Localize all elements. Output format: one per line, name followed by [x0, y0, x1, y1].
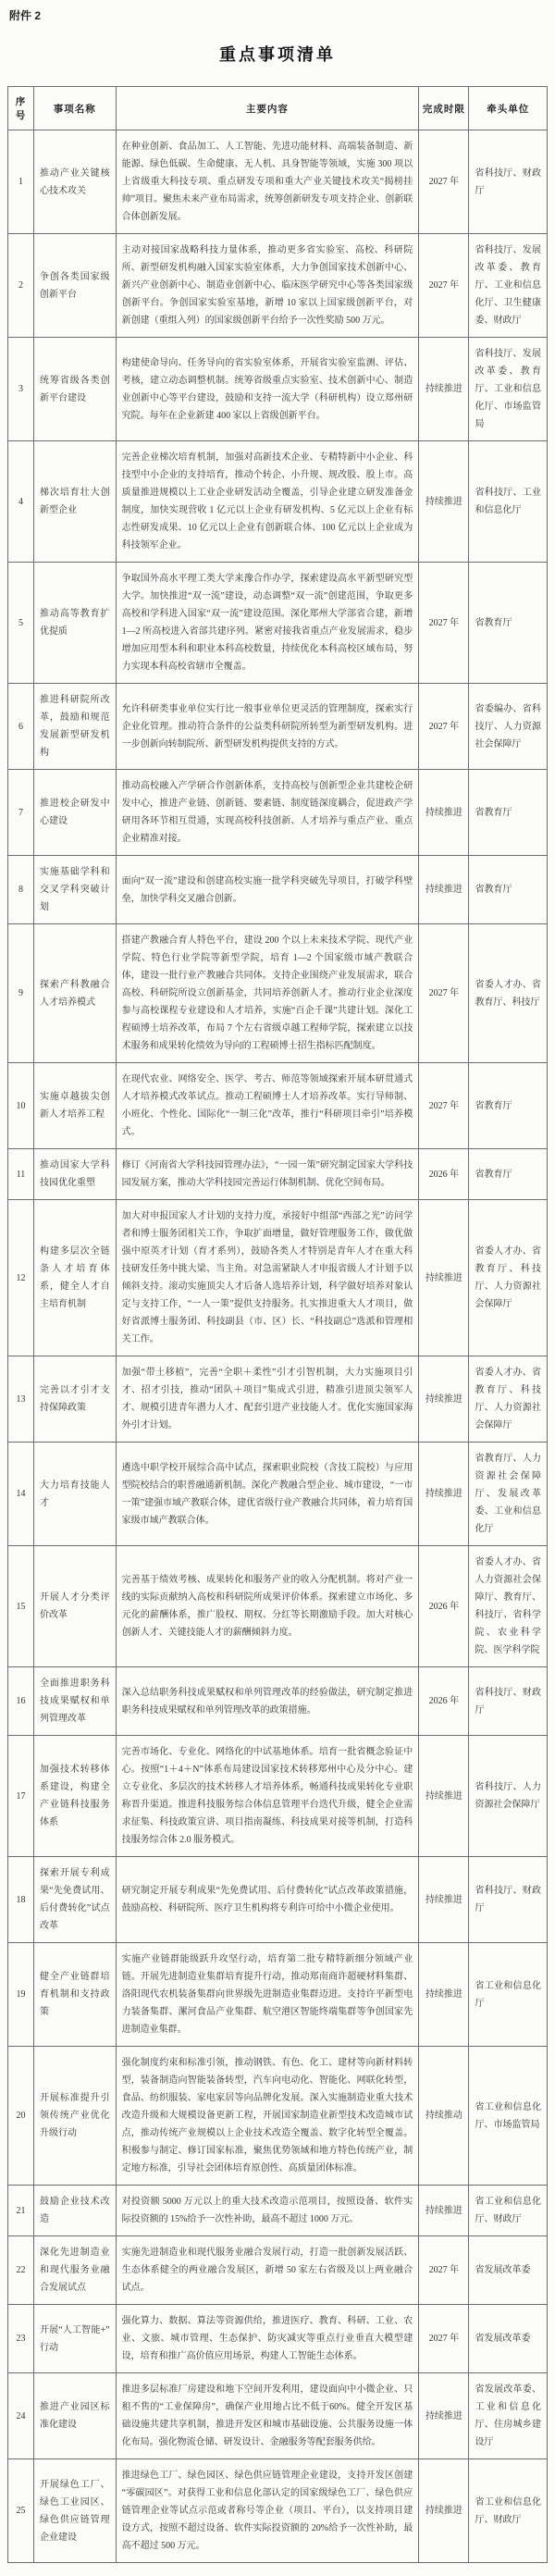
lead-unit-cell: 省委人才办、省教育厅、科技厅	[469, 924, 548, 1063]
content-cell: 对投资额 5000 万元以上的重大技术改造示范项目，按照设备、软件实际投资额的 15%给予一次性补助，最高不超过 1000 万元。	[116, 2186, 419, 2236]
row-number-cell: 14	[8, 1443, 34, 1546]
row-number-cell: 6	[8, 684, 34, 770]
page-title: 重点事项清单	[219, 45, 336, 64]
lead-unit-cell: 省教育厅	[469, 770, 548, 856]
table-row	[8, 1736, 548, 1857]
lead-unit-cell: 省科技厅、发展改革委、教育厅、工业和信息化厅、卫生健康委、财政厅	[469, 234, 548, 338]
row-number-cell: 17	[8, 1736, 34, 1857]
item-name-cell: 实施基础学科和交叉学科突破计划	[33, 856, 116, 924]
lead-unit-cell: 省工业和信息化厅、市场监管局	[469, 2047, 548, 2186]
item-name-cell: 推动国家大学科技园优化重塑	[33, 1149, 116, 1200]
row-number-cell: 19	[8, 1943, 34, 2047]
content-cell: 遴选中职学校开展综合高中试点，探索职业院校（含技工院校）与应用型院校结合的职普融通新机制。深化产教融合型企业、城市建设，“一市一策”建强市域产教联合体，建优省级行业产教融合共同体，着力培育国家级市域产教联合体。	[116, 1443, 419, 1546]
item-name-cell: 推进科研院所改革，鼓励和规范发展新型研发机构	[33, 684, 116, 770]
lead-unit-cell: 省教育厅	[469, 563, 548, 684]
lead-unit-cell: 省工业和信息化厅	[469, 1943, 548, 2047]
deadline-cell: 持续推进	[419, 338, 469, 441]
lead-unit-cell: 省委人才办、省教育厅、科技厅、人力资源社会保障厅	[469, 1200, 548, 1356]
lead-unit-cell: 省科技厅、财政厅	[469, 130, 548, 234]
row-number-cell: 1	[8, 130, 34, 234]
content-cell: 构建使命导向、任务导向的省实验室体系，开展省实验室监测、评估、考核，建立动态调整机制。统筹省级重点实验室、技术创新中心、制造业创新中心等平台建设，鼓励和支持一流大学（科研机构）设立郑州研究院。每年在企业新建 400 家以上省级创新平台。	[116, 338, 419, 441]
content-cell: 在现代农业、网络安全、医学、考古、师范等领域探索开展本研贯通式人才培养模式改革试点。推动工程硕博士人才培养改革。实行导师制、小班化、个性化、国际化“一制三化”改革，推行“科研项目牵引”培养模式。	[116, 1063, 419, 1149]
item-name-cell: 实施卓越拔尖创新人才培养工程	[33, 1063, 116, 1149]
table-row	[8, 1063, 548, 1149]
lead-unit-cell: 省委编办、省科技厅、人力资源社会保障厅	[469, 684, 548, 770]
deadline-cell: 2026 年	[419, 1667, 469, 1736]
item-name-cell: 鼓励企业技术改造	[33, 2186, 116, 2236]
row-number-cell: 25	[8, 2459, 34, 2563]
lead-unit-cell: 省工业和信息化厅、财政厅	[469, 2186, 548, 2236]
item-name-cell: 开展标准提升引领传统产业优化升级行动	[33, 2047, 116, 2186]
row-number-cell: 7	[8, 770, 34, 856]
deadline-cell: 2026 年	[419, 1149, 469, 1200]
row-number-cell: 12	[8, 1200, 34, 1356]
lead-unit-cell: 省科技厅、财政厅	[469, 1667, 548, 1736]
content-cell: 允许科研类事业单位实行比一般事业单位更灵活的管理制度，探索实行企业化管理。推动符合条件的公益类科研院所转型为新型研发机构。进一步创新向转制院所、新型研发机构提供支持的方式。	[116, 684, 419, 770]
row-number-cell: 3	[8, 338, 34, 441]
content-cell: 在种业创新、食品加工、人工智能、先进功能材料、高端装备制造、新能源、绿色低碳、生命健康、无人机、具身智能等领域，实施 300 项以上省级重大科技专项、重点研发专项和重大产业关键技术攻关“揭榜挂帅”项目。聚焦未来产业布局需求，统筹创新研发专项支持企业、创新联合体创新发展。	[116, 130, 419, 234]
deadline-cell: 持续推进	[419, 770, 469, 856]
row-number-cell: 13	[8, 1356, 34, 1443]
item-name-cell: 健全产业链群培育机制和支持政策	[33, 1943, 116, 2047]
column-header-content: 主要内容	[116, 87, 419, 130]
lead-unit-cell: 省委人才办、省教育厅、科技厅、人力资源社会保障厅	[469, 1356, 548, 1443]
table-row	[8, 1356, 548, 1443]
content-cell: 争取国外高水平理工类大学来豫合作办学，探索建设高水平新型研究型大学。加快推进“双一流”建设，动态调整“双一流”创建范围，争取更多高校和学科进入国家“双一流”建设范围。深化郑州大学部省合建，新增 1—2 所高校进入省部共建序列。紧密对接我省重点产业发展需求，稳步增加应用型本科和职业本科高校数量，持续优化本科高校区域布局，努力实现本科高校省辖市全覆盖。	[116, 563, 419, 684]
table-row	[8, 684, 548, 770]
table-row	[8, 1200, 548, 1356]
deadline-cell: 2026 年	[419, 1546, 469, 1667]
deadline-cell: 持续推进	[419, 856, 469, 924]
table-body	[8, 130, 548, 2563]
row-number-cell: 9	[8, 924, 34, 1063]
row-number-cell: 15	[8, 1546, 34, 1667]
deadline-cell: 2027 年	[419, 234, 469, 338]
table-row	[8, 338, 548, 441]
content-cell: 搭建产教融合育人特色平台，建设 200 个以上未来技术学院、现代产业学院、特色行业学院等新型学院，培育 1—2 个国家级市域产教联合体，建设一批行业产教融合共同体。支持企业围绕产业发展需求，联合高校、科研院所设立创新基金，共同培养创新人才。推动行业企业深度参与高校课程专业建设和人才培养，实施“百企千课”共建计划。深化工程硕博士培养改革，布局 7 个左右省级卓越工程师学院，探索建立以技术服务和成果转化绩效为导向的工程硕博士招生指标匹配制度。	[116, 924, 419, 1063]
deadline-cell: 持续推进	[419, 1736, 469, 1857]
content-cell: 加大对申报国家人才计划的支持力度，承接好中组部“西部之光”访问学者和博士服务团相关工作，争取扩面增量，做好管理服务工作，做优做强中原英才计划（育才系列），鼓励各类人才特别是青年人才在重大科技研发任务中挑大梁、当主角。对急需紧缺人才申报省级人才计划予以倾斜支持。滚动实施顶尖人才后备人选培养计划，科学做好培养对象认定与支持工作，“一人一策”提供支持服务。扎实推进重大人才项目，做好省派博士服务团、科技副县（市、区）长、“科技副总”选派和管理相关工作。	[116, 1200, 419, 1356]
column-header-name: 事项名称	[33, 87, 116, 130]
table-row	[8, 2305, 548, 2373]
row-number-cell: 21	[8, 2186, 34, 2236]
table-row	[8, 441, 548, 563]
lead-unit-cell: 省工业和信息化厅、财政厅	[469, 2459, 548, 2563]
table-row	[8, 1443, 548, 1546]
table-row	[8, 2236, 548, 2305]
column-header-lead: 牵头单位	[469, 87, 548, 130]
row-number-cell: 20	[8, 2047, 34, 2186]
content-cell: 强化算力、数据、算法等资源供给，推进医疗、教育、科研、工业、农业、文旅、城市管理、生态保护、防灾减灾等重点行业垂直大模型建设，培育和推广高价值应用场景，构建人工智能生态体系。	[116, 2305, 419, 2373]
row-number-cell: 23	[8, 2305, 34, 2373]
lead-unit-cell: 省发展改革委	[469, 2236, 548, 2305]
deadline-cell: 2027 年	[419, 130, 469, 234]
deadline-cell: 持续推进	[419, 1200, 469, 1356]
row-number-cell: 16	[8, 1667, 34, 1736]
content-cell: 完善企业梯次培育机制，加强对高新技术企业、专精特新中小企业、科技型中小企业的支持培育，推动个转企、小升规、规改股、股上市。高质量推进规模以上工业企业研发活动全覆盖，引导企业建立研发准备金制度，加快实现营收 1 亿元以上企业有研发机构、5 亿元以上企业有标志性研发成果、10 亿元以上企业有创新联合体、100 亿元以上企业成为科技领军企业。	[116, 441, 419, 563]
item-name-cell: 加强技术转移体系建设，构建全产业链科技服务体系	[33, 1736, 116, 1857]
content-cell: 修订《河南省大学科技园管理办法》，“一园一策”研究制定国家大学科技园发展方案，推动大学科技园完善运行体制机制、优化空间布局。	[116, 1149, 419, 1200]
item-name-cell: 深化先进制造业和现代服务业融合发展试点	[33, 2236, 116, 2305]
table-row	[8, 563, 548, 684]
content-cell: 强化制度约束和标准引领，推动钢铁、有色、化工、建材等向新材料转型，装备制造向智能装备转型，汽车向电动化、智能化、网联化转型，食品、纺织服装、家电家居等向品牌化发展。深入实施制造业重大技术改造升级和大规模设备更新工程，开展国家制造业新型技术改造城市试点，推动传统产业规模以上企业技术改造全覆盖、数字化转型全覆盖。积极参与制定、修订国家标准，聚焦优势领域和地方特色传统产业，制定地方标准，引导社会团体培育原创性、高质量团体标准。	[116, 2047, 419, 2186]
row-number-cell: 2	[8, 234, 34, 338]
content-cell: 面向“双一流”建设和创建高校实施一批学科突破先导项目，打破学科壁垒，加快学科交叉融合创新。	[116, 856, 419, 924]
column-header-number: 序号	[8, 87, 34, 130]
item-name-cell: 推动产业关键核心技术攻关	[33, 130, 116, 234]
content-cell: 深入总结职务科技成果赋权和单列管理改革的经验做法，研究制定推进职务科技成果赋权和单列管理改革的政策措施。	[116, 1667, 419, 1736]
deadline-cell: 持续推进	[419, 1943, 469, 2047]
content-cell: 研究制定开展专利成果“先免费试用、后付费转化”试点改革政策措施，鼓励高校、科研院所、医疗卫生机构将专利许可给中小微企业使用。	[116, 1857, 419, 1943]
deadline-cell: 2027 年	[419, 684, 469, 770]
content-cell: 完善基于绩效考核、成果转化和服务产业的收入分配机制。将对产业一线的实际贡献纳入高校和科研院所成果评价体系。探索建立市场化、多元化的薪酬体系，推广股权、期权、分红等长期激励手段。加大对核心创新人才、关键技能人才的薪酬倾斜力度。	[116, 1546, 419, 1667]
item-name-cell: 探索开展专利成果“先免费试用、后付费转化”试点改革	[33, 1857, 116, 1943]
lead-unit-cell: 省科技厅、工业和信息化厅	[469, 441, 548, 563]
row-number-cell: 24	[8, 2373, 34, 2459]
row-number-cell: 4	[8, 441, 34, 563]
table-row	[8, 2373, 548, 2459]
lead-unit-cell: 省教育厅	[469, 1149, 548, 1200]
key-items-table	[7, 86, 548, 2563]
item-name-cell: 探索产科教融合人才培养模式	[33, 924, 116, 1063]
deadline-cell: 持续推进	[419, 441, 469, 563]
deadline-cell: 持续推进	[419, 1443, 469, 1546]
content-cell: 主动对接国家战略科技力量体系，推动更多省实验室、高校、科研院所、新型研发机构融入国家实验室体系，大力争创国家技术创新中心、新兴产业创新中心、制造业创新中心、临床医学研究中心等各类国家级创新平台。争创国家实验室基地，新增 10 家以上国家级创新平台，对新创建（重组入列）的国家级创新平台给予一次性奖励 500 万元。	[116, 234, 419, 338]
lead-unit-cell: 省发展改革委、工业和信息化厅、住房城乡建设厅	[469, 2373, 548, 2459]
deadline-cell: 持续推进	[419, 1356, 469, 1443]
content-cell: 推进多层标准厂房建设和地下空间开发利用，建设面向中小微企业、只租不售的“工业保障房”，确保产业用地占比不低于60%。健全开发区基础设施共建共享机制，推进开发区和城市基础设施、公共服务设施一体化布局。强化物流仓储、研发设计、金融服务等配套服务供给。	[116, 2373, 419, 2459]
deadline-cell: 持续推进	[419, 1857, 469, 1943]
deadline-cell: 2027 年	[419, 924, 469, 1063]
table-row	[8, 2047, 548, 2186]
table-row	[8, 1943, 548, 2047]
deadline-cell: 2027 年	[419, 1063, 469, 1149]
lead-unit-cell: 省教育厅、人力资源社会保障厅、发展改革委、工业和信息化厅	[469, 1443, 548, 1546]
table-row	[8, 234, 548, 338]
table-row	[8, 2459, 548, 2563]
item-name-cell: 推动高等教育扩优提质	[33, 563, 116, 684]
deadline-cell: 持续推进	[419, 2186, 469, 2236]
deadline-cell: 持续推进	[419, 2459, 469, 2563]
table-row	[8, 856, 548, 924]
table-row	[8, 2186, 548, 2236]
content-cell: 推进绿色工厂、绿色园区、绿色供应链管理企业建设，支持开发区创建“零碳园区”。对获得工业和信息化部认定的国家级绿色工厂、绿色供应链管理企业等试点示范或者称号等企业（项目、平台），以支持项目建设方式，按照不超过设备、软件实际投资额的 20%给予一次性补助，最高不超过 500 万元。	[116, 2459, 419, 2563]
item-name-cell: 开展人才分类评价改革	[33, 1546, 116, 1667]
row-number-cell: 10	[8, 1063, 34, 1149]
row-number-cell: 18	[8, 1857, 34, 1943]
item-name-cell: 全面推进职务科技成果赋权和单列管理改革	[33, 1667, 116, 1736]
table-header-row	[8, 87, 548, 130]
deadline-cell: 2027 年	[419, 2305, 469, 2373]
content-cell: 完善市场化、专业化、网络化的中试基地体系。培育一批省概念验证中心。按照“1＋4＋N”体系布局建设国家技术转移郑州中心及分中心。建立专业化、多层次的技术转移人才培养体系，畅通科技成果转化专业职称晋升渠道。推进科技服务综合体信息管理平台迭代升级，健全企业需求征集、科技政策宣讲、项目指南凝练、科技成果对接等机制，打造科技服务综合体 2.0 服务模式。	[116, 1736, 419, 1857]
content-cell: 实施先进制造业和现代服务业融合发展行动，打造一批创新发展活跃、生态体系健全的两业融合发展区，新增 50 家左右省级及以上两业融合试点。	[116, 2236, 419, 2305]
item-name-cell: 开展“人工智能+”行动	[33, 2305, 116, 2373]
item-name-cell: 推进产业园区标准化建设	[33, 2373, 116, 2459]
item-name-cell: 构建多层次全链条人才培育体系，健全人才自主培育机制	[33, 1200, 116, 1356]
content-cell: 实施产业链群能级跃升攻坚行动，培育第二批专精特新细分领域产业链。开展先进制造业集群培育提升行动，推动郑南商许超硬材料集群、洛阳现代农机装备集群向世界级先进制造业集群迈进。支持许平新型电力装备集群、漯河食品产业集群、航空港区智能终端集群等争创国家先进制造业集群。	[116, 1943, 419, 2047]
row-number-cell: 8	[8, 856, 34, 924]
lead-unit-cell: 省科技厅、发展改革委、教育厅、工业和信息化厅、市场监管局	[469, 338, 548, 441]
item-name-cell: 争创各类国家级创新平台	[33, 234, 116, 338]
deadline-cell: 2027 年	[419, 563, 469, 684]
attachment-label: 附件 2	[9, 9, 42, 22]
item-name-cell: 开展绿色工厂、绿色工业园区、绿色供应链管理企业建设	[33, 2459, 116, 2563]
column-header-deadline: 完成时限	[419, 87, 469, 130]
item-name-cell: 梯次培育壮大创新型企业	[33, 441, 116, 563]
table-row	[8, 1857, 548, 1943]
lead-unit-cell: 省科技厅、财政厅	[469, 1857, 548, 1943]
item-name-cell: 完善以才引才支持保障政策	[33, 1356, 116, 1443]
table-row	[8, 924, 548, 1063]
lead-unit-cell: 省教育厅	[469, 1063, 548, 1149]
row-number-cell: 22	[8, 2236, 34, 2305]
item-name-cell: 大力培育技能人才	[33, 1443, 116, 1546]
deadline-cell: 持续推动	[419, 2047, 469, 2186]
table-row	[8, 770, 548, 856]
content-cell: 推动高校融入产学研合作创新体系，支持高校与创新型企业共建校企研发中心，推进产业链、创新链、要素链、制度链深度耦合，促进政产学研用各环节相互贯通，实现高校科技创新、人才培养与重点产业、重点企业精准对接。	[116, 770, 419, 856]
table-row	[8, 130, 548, 234]
lead-unit-cell: 省教育厅	[469, 856, 548, 924]
table-row	[8, 1149, 548, 1200]
lead-unit-cell: 省委人才办、省人力资源社会保障厅、教育厅、科技厅、省科学院、农业科学院、医学科学院	[469, 1546, 548, 1667]
lead-unit-cell: 省科技厅、人力资源社会保障厅	[469, 1736, 548, 1857]
item-name-cell: 推进校企研发中心建设	[33, 770, 116, 856]
deadline-cell: 2027 年	[419, 2236, 469, 2305]
item-name-cell: 统筹省级各类创新平台建设	[33, 338, 116, 441]
table-row	[8, 1667, 548, 1736]
deadline-cell: 持续推进	[419, 2373, 469, 2459]
lead-unit-cell: 省发展改革委	[469, 2305, 548, 2373]
table-row	[8, 1546, 548, 1667]
content-cell: 加强“带土移植”，完善“全职＋柔性”引才引智机制，大力实施项目引才、招才引技，推动“团队＋项目”集成式引进，精准引进顶尖领军人才、规模引进青年潜力人才、配套引进产业技能人才。优化实施国家海外引才计划。	[116, 1356, 419, 1443]
row-number-cell: 5	[8, 563, 34, 684]
row-number-cell: 11	[8, 1149, 34, 1200]
